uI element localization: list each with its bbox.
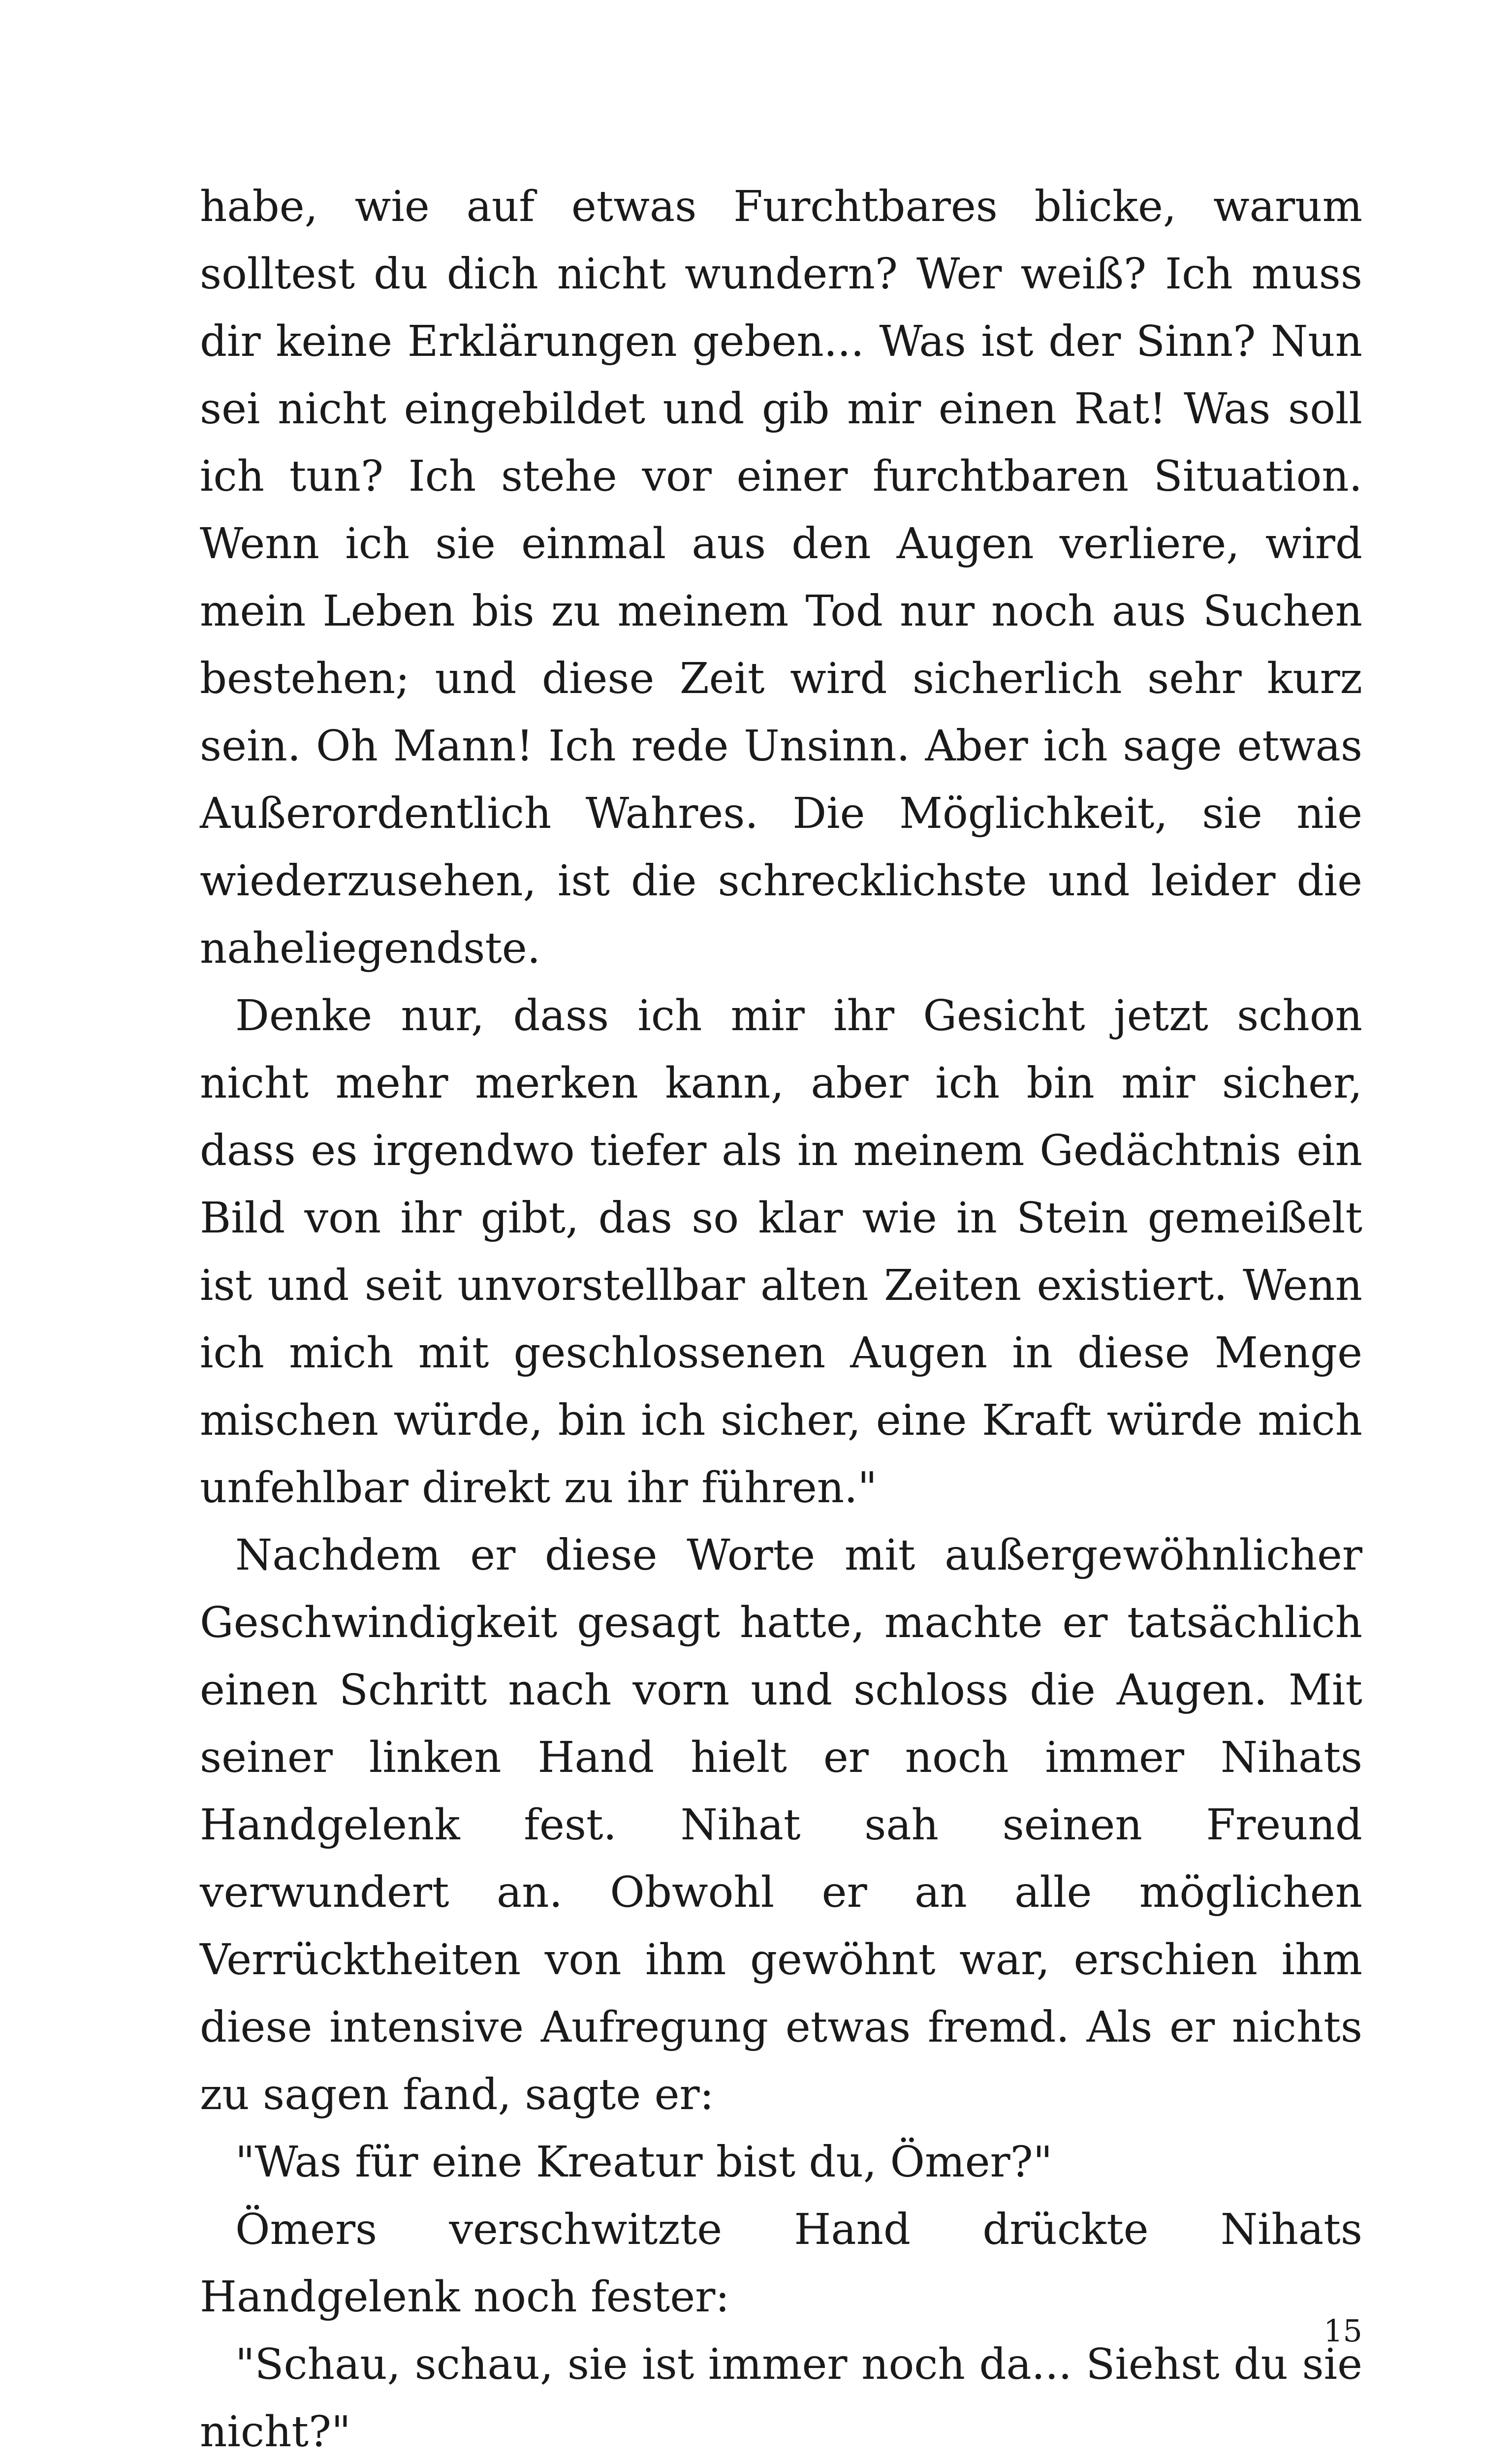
- paragraph-4: "Was für eine Kreatur bist du, Ömer?": [235, 2138, 1053, 2187]
- paragraph-1: habe, wie auf etwas Furchtbares blicke, warum solltest du dich nicht wundern? Wer weiß? Ich muss dir keine Erklärungen geben... Was ist der Sinn? Nun sei nicht eingebildet und gib mir einen Rat! Was soll ich tun? Ich stehe vor einer furchtbaren Situation. Wenn ich sie einmal aus den Augen verliere, wird mein Leben bis zu meinem Tod nur noch aus Suchen bestehen; und diese Zeit wird sicherlich sehr kurz sein. Oh Mann! Ich rede Unsinn. Aber ich sage etwas Außerordentlich Wahres. Die Möglichkeit, sie nie wiederzusehen, ist die schrecklichste und leider die naheliegendste.: [200, 182, 1362, 973]
- body-text: [200, 173, 1362, 2461]
- paragraph-3: Nachdem er diese Worte mit außergewöhnlicher Geschwindigkeit gesagt hatte, machte er tatsächlich einen Schritt nach vorn und schloss die Augen. Mit seiner linken Hand hielt er noch immer Nihats Handgelenk fest. Nihat sah seinen Freund verwundert an. Obwohl er an alle möglichen Verrücktheiten von ihm gewöhnt war, erschien ihm diese intensive Aufregung etwas fremd. Als er nichts zu sagen fand, sagte er:: [200, 1531, 1362, 2119]
- paragraph-5: Ömers verschwitzte Hand drückte Nihats Handgelenk noch fester:: [200, 2205, 1362, 2322]
- paragraph-6: "Schau, schau, sie ist immer noch da... Siehst du sie nicht?": [200, 2340, 1362, 2457]
- paragraph-2: Denke nur, dass ich mir ihr Gesicht jetzt schon nicht mehr merken kann, aber ich bin mir sicher, dass es irgendwo tiefer als in meinem Gedächtnis ein Bild von ihr gibt, das so klar wie in Stein gemeißelt ist und seit unvorstellbar alten Zeiten existiert. Wenn ich mich mit geschlossenen Augen in diese Menge mischen würde, bin ich sicher, eine Kraft würde mich unfehlbar direkt zu ihr führen.": [200, 991, 1362, 1513]
- page-number: 15: [1323, 2313, 1362, 2349]
